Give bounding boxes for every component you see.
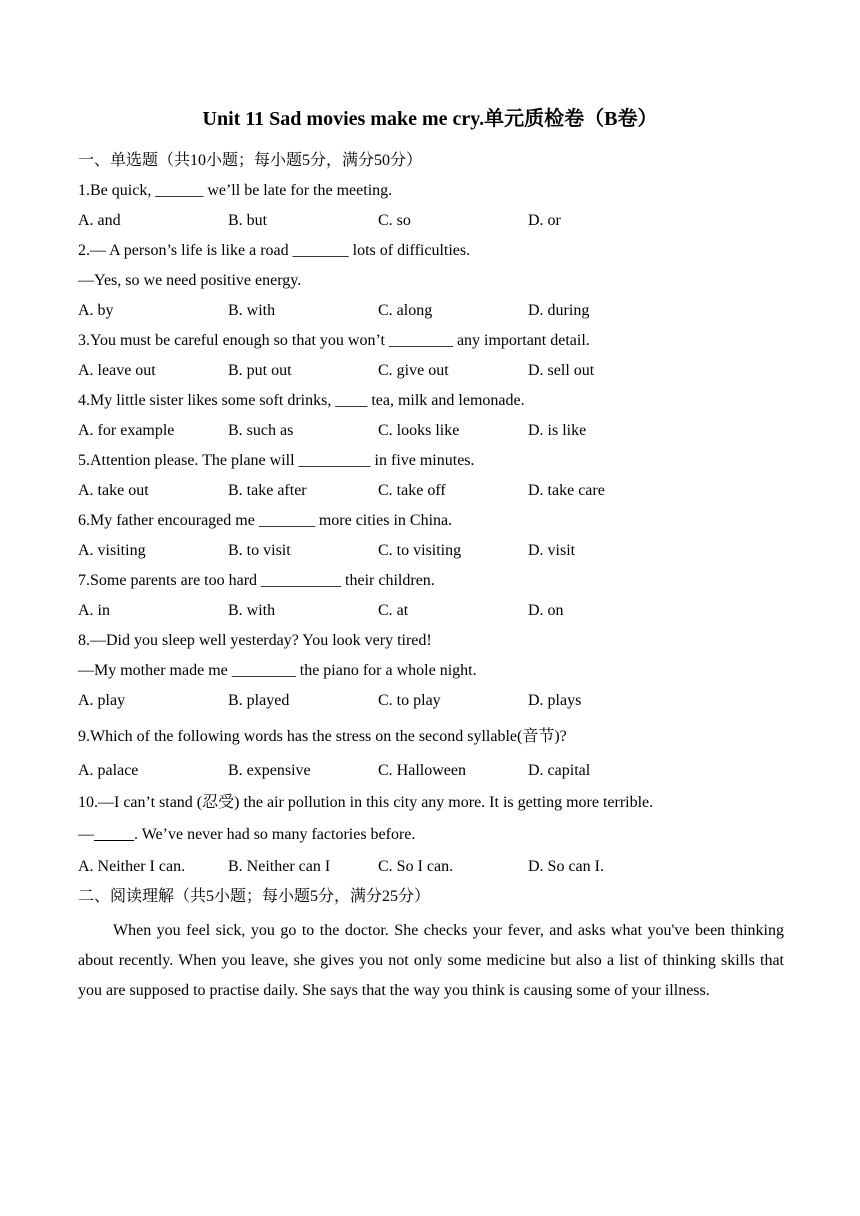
option-d: D. visit (528, 542, 576, 559)
option-c: C. to play (378, 692, 441, 709)
option-b: B. such as (228, 422, 294, 439)
option-c: C. Halloween (378, 762, 466, 779)
option-c: C. take off (378, 482, 446, 499)
option-d: D. So can I. (528, 858, 604, 875)
option-c: C. so (378, 212, 411, 229)
question-options (78, 596, 784, 626)
question-stem: 6.My father encouraged me _______ more cities in China. (78, 512, 453, 529)
option-b: B. to visit (228, 542, 291, 559)
option-a: A. Neither I can. (78, 858, 186, 875)
section-heading-multiple-choice: 一、单选题（共10小题；每小题5分，满分50分） (78, 152, 423, 169)
question-options (78, 686, 784, 716)
option-a: A. visiting (78, 542, 146, 559)
option-a: A. play (78, 692, 126, 709)
reading-passage: When you feel sick, you go to the doctor. She checks your fever, and asks what you've been thinking about recently. When you leave, she gives you not only some medicine but also a list of thinking skills that you are supposed to practise daily. She says that the way you think is causing some of your illness. (78, 922, 784, 999)
question-options (78, 356, 784, 386)
option-c: C. give out (378, 362, 449, 379)
question-stem-reply: —Yes, so we need positive energy. (78, 272, 302, 289)
option-b: B. played (228, 692, 290, 709)
option-d: D. capital (528, 762, 591, 779)
option-a: A. palace (78, 762, 139, 779)
option-b: B. take after (228, 482, 307, 499)
question-stem: 8.—Did you sleep well yesterday? You look very tired! (78, 632, 432, 649)
option-a: A. in (78, 602, 110, 619)
document-content (78, 146, 784, 1006)
option-c: C. at (378, 602, 409, 619)
option-d: D. take care (528, 482, 605, 499)
question-stem: 7.Some parents are too hard __________ their children. (78, 572, 435, 589)
question-options (78, 852, 784, 882)
question-options (78, 206, 784, 236)
option-d: D. sell out (528, 362, 595, 379)
option-d: D. is like (528, 422, 587, 439)
question-options (78, 754, 784, 788)
option-d: D. or (528, 212, 561, 229)
question-stem: 3.You must be careful enough so that you won’t ________ any important detail. (78, 332, 590, 349)
option-a: A. take out (78, 482, 149, 499)
option-b: B. Neither can I (228, 858, 331, 875)
answer-blank: _____ (94, 826, 134, 843)
question-stem: 1.Be quick, ______ we’ll be late for the meeting. (78, 182, 393, 199)
question-options (78, 536, 784, 566)
question-stem: 10.—I can’t stand (忍受) the air pollution in this city any more. It is getting more terrible. (78, 794, 654, 811)
option-b: B. put out (228, 362, 292, 379)
option-d: D. during (528, 302, 590, 319)
question-options (78, 416, 784, 446)
reply-text: . We’ve never had so many factories before. (134, 826, 416, 843)
option-a: A. and (78, 212, 121, 229)
option-d: D. on (528, 602, 564, 619)
option-d: D. plays (528, 692, 582, 709)
question-stem: 9.Which of the following words has the stress on the second syllable(音节)? (78, 728, 567, 745)
option-c: C. looks like (378, 422, 460, 439)
question-options (78, 296, 784, 326)
option-b: B. expensive (228, 762, 311, 779)
page-title: Unit 11 Sad movies make me cry.单元质检卷（B卷） (202, 108, 658, 130)
question-stem: 4.My little sister likes some soft drinks, ____ tea, milk and lemonade. (78, 392, 525, 409)
option-b: B. but (228, 212, 268, 229)
option-b: B. with (228, 302, 276, 319)
option-c: C. along (378, 302, 433, 319)
question-stem: 5.Attention please. The plane will _________ in five minutes. (78, 452, 475, 469)
option-c: C. So I can. (378, 858, 454, 875)
question-stem: 2.— A person’s life is like a road _______ lots of difficulties. (78, 242, 471, 259)
reply-dash: — (78, 826, 94, 843)
option-b: B. with (228, 602, 276, 619)
option-c: C. to visiting (378, 542, 462, 559)
section-heading-reading: 二、阅读理解（共5小题；每小题5分，满分25分） (78, 888, 431, 905)
option-a: A. by (78, 302, 114, 319)
question-stem-reply (78, 818, 784, 852)
question-options (78, 476, 784, 506)
option-a: A. for example (78, 422, 175, 439)
question-stem-reply: —My mother made me ________ the piano for a whole night. (78, 662, 477, 679)
option-a: A. leave out (78, 362, 156, 379)
